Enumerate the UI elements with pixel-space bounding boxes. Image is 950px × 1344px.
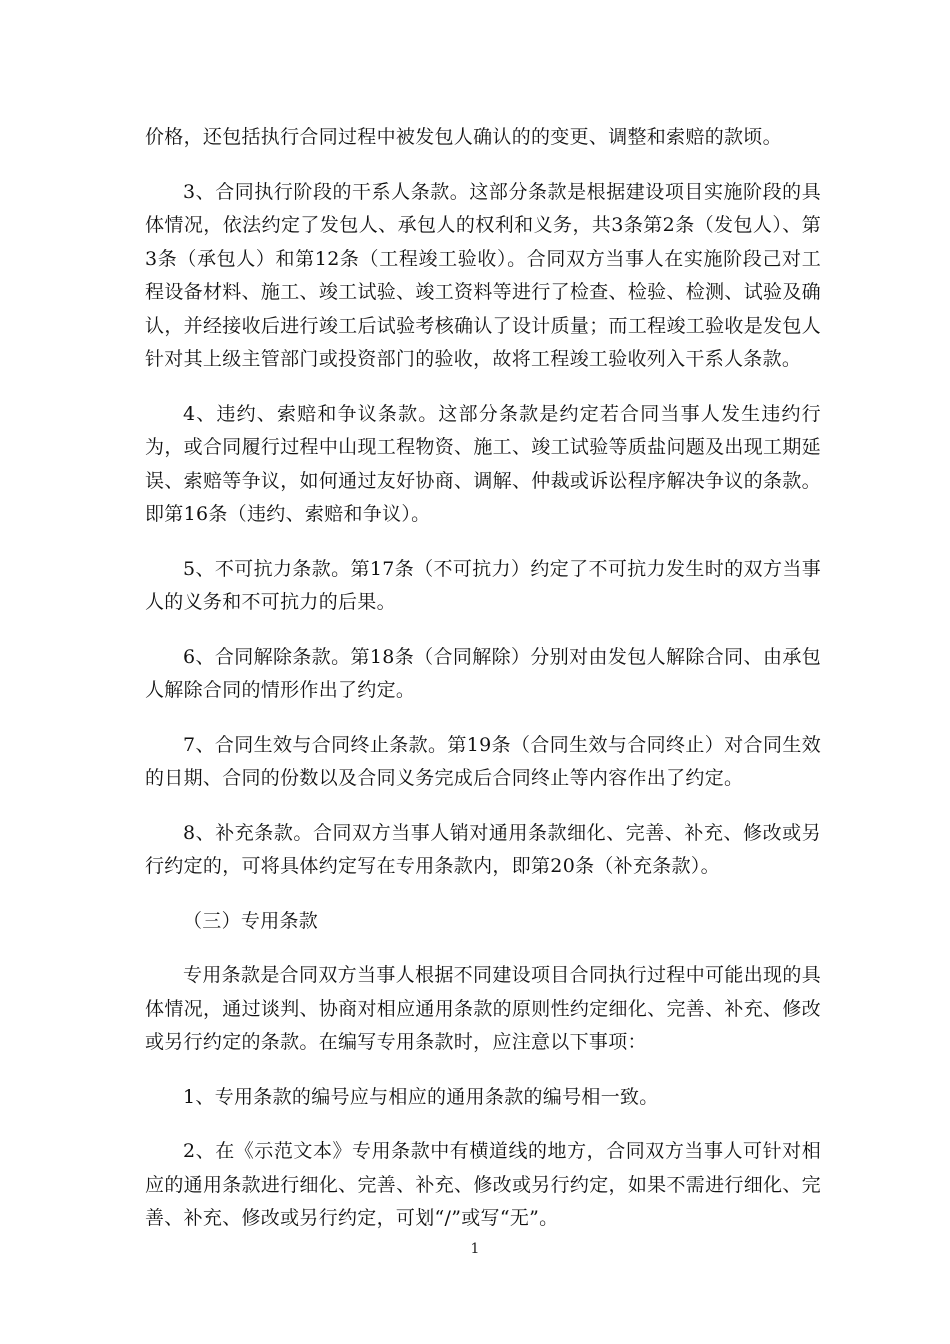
paragraph-note-2: 2、在《示范文本》专用条款中有横道线的地方，合同双方当事人可针对相应的通用条款进行细化、完善、补充、修改或另行约定，如果不需进行细化、完善、补充、修改或另行约定，可划“/”或写“无”。: [145, 1140, 821, 1229]
document-body: [145, 121, 821, 1257]
paragraph-note-1: 1、专用条款的编号应与相应的通用条款的编号相一致。: [183, 1085, 659, 1108]
section-heading-special-clauses: （三）专用条款: [183, 909, 319, 932]
paragraph-clause-8: 8、补充条款。合同双方当事人销对通用条款细化、完善、补充、修改或另行约定的，可将具体约定写在专用条款内，即第20条（补充条款）。: [145, 821, 821, 877]
paragraph-special-clauses-intro: 专用条款是合同双方当事人根据不同建设项目合同执行过程中可能出现的具体情况，通过谈判、协商对相应通用条款的原则性约定细化、完善、补充、修改或另行约定的条款。在编写专用条款时，应注意以下事项：: [145, 964, 821, 1053]
paragraph-clause-3: 3、合同执行阶段的干系人条款。这部分条款是根据建设项目实施阶段的具体情况，依法约定了发包人、承包人的权利和义务，共3条第2条（发包人）、第3条（承包人）和第12条（工程竣工验收）。合同双方当事人在实施阶段己对工程设备材料、施工、竣工试验、竣工资料等进行了检查、检验、检测、试验及确认，并经接收后进行竣工后试验考核确认了设计质量；而工程竣工验收是发包人针对其上级主管部门或投资部门的验收，故将工程竣工验收列入干系人条款。: [145, 180, 821, 370]
paragraph-clause-6: 6、合同解除条款。第18条（合同解除）分别对由发包人解除合同、由承包人解除合同的情形作出了约定。: [145, 645, 821, 701]
paragraph-clause-4: 4、违约、索赔和争议条款。这部分条款是约定若合同当事人发生违约行为，或合同履行过程中山现工程物资、施工、竣工试验等质盐问题及出现工期延误、索赔等争议，如何通过友好协商、调解、仲裁或诉讼程序解决争议的条款。即第16条（违约、索赔和争议）。: [145, 402, 821, 525]
paragraph-continuation: 价格，还包括执行合同过程中被发包人确认的的变更、调整和索赔的款顷。: [145, 126, 782, 148]
page-number: 1: [470, 1241, 480, 1257]
paragraph-clause-5: 5、不可抗力条款。第17条（不可抗力）约定了不可抗力发生时的双方当事人的义务和不可抗力的后果。: [145, 557, 821, 613]
paragraph-clause-7: 7、合同生效与合同终止条款。第19条（合同生效与合同终止）对合同生效的日期、合同的份数以及合同义务完成后合同终止等内容作出了约定。: [145, 733, 821, 789]
